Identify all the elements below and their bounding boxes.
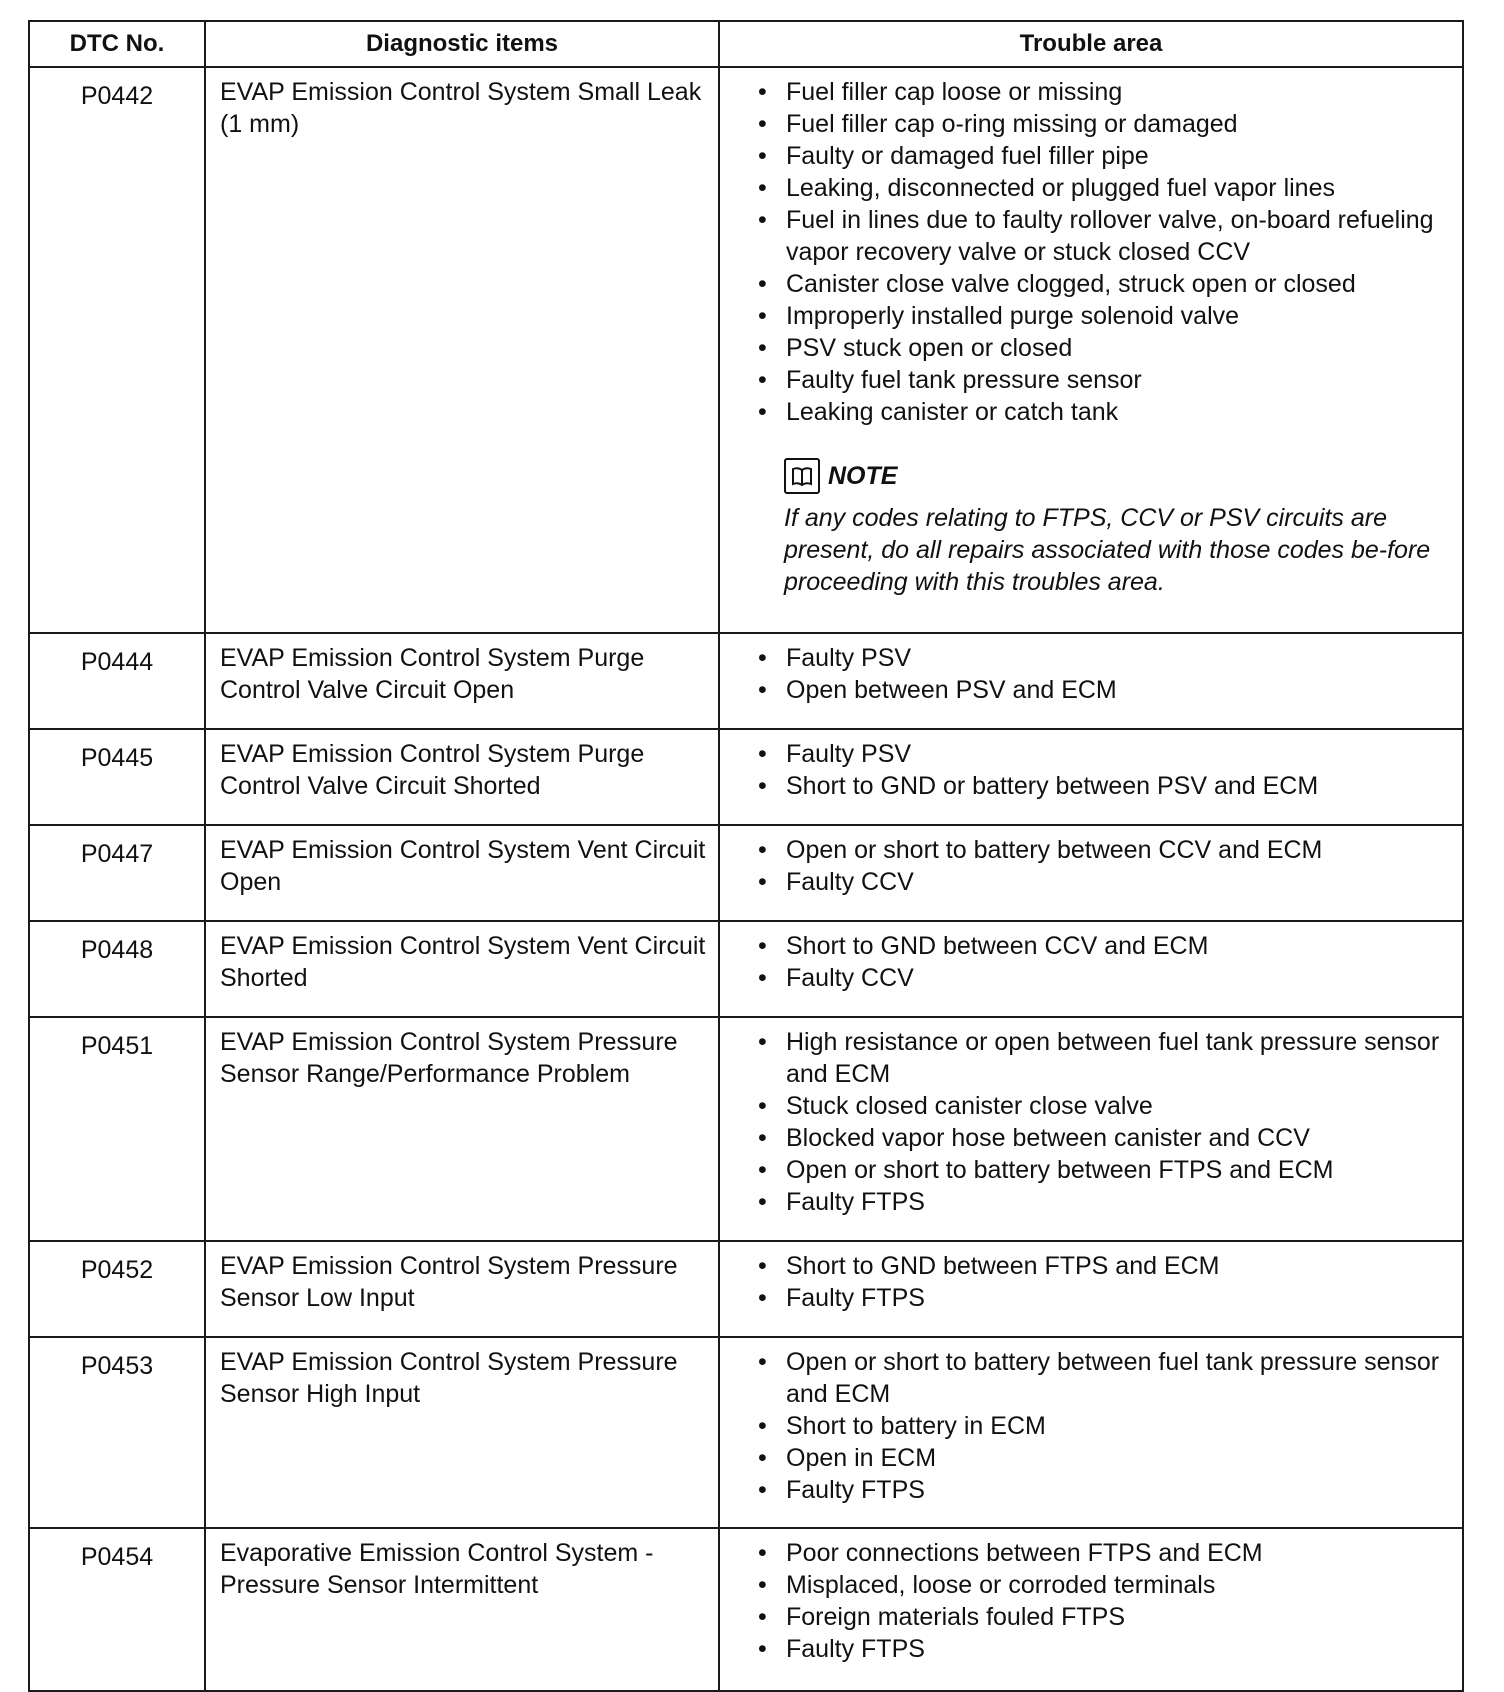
diagnostic-item: EVAP Emission Control System Pressure Sensor High Input	[205, 1337, 719, 1528]
diagnostic-item: EVAP Emission Control System Small Leak (1 mm)	[205, 67, 719, 633]
diagnostic-item: EVAP Emission Control System Pressure Sensor Range/Performance Problem	[205, 1017, 719, 1241]
table-row	[29, 1337, 1463, 1528]
dtc-code: P0448	[29, 921, 205, 1017]
trouble-item: • Faulty PSV	[758, 738, 1452, 770]
trouble-item: • Faulty CCV	[758, 962, 1452, 994]
trouble-item: • Fuel in lines due to faulty rollover valve, on-board refueling vapor recovery valve or stuck closed CCV	[758, 204, 1452, 268]
trouble-list	[758, 1250, 1452, 1314]
note-header	[784, 456, 1452, 496]
trouble-area	[719, 1337, 1463, 1528]
note-block	[758, 456, 1452, 598]
book-icon	[784, 458, 820, 494]
table-row	[29, 1241, 1463, 1337]
dtc-code: P0452	[29, 1241, 205, 1337]
trouble-area	[719, 1017, 1463, 1241]
table-row	[29, 67, 1463, 633]
trouble-list	[758, 76, 1452, 428]
table-row	[29, 825, 1463, 921]
trouble-item: • Short to battery in ECM	[758, 1410, 1452, 1442]
diagnostic-item: EVAP Emission Control System Pressure Sensor Low Input	[205, 1241, 719, 1337]
dtc-code: P0442	[29, 67, 205, 633]
trouble-item: • Blocked vapor hose between canister and CCV	[758, 1122, 1452, 1154]
trouble-item: • Canister close valve clogged, struck open or closed	[758, 268, 1452, 300]
dtc-code: P0453	[29, 1337, 205, 1528]
diagnostic-item: EVAP Emission Control System Vent Circuit Open	[205, 825, 719, 921]
trouble-list	[758, 1026, 1452, 1218]
trouble-item: • High resistance or open between fuel tank pressure sensor and ECM	[758, 1026, 1452, 1090]
note-text: If any codes relating to FTPS, CCV or PSV circuits are present, do all repairs associated with those codes be-fore proceeding with this troubles area.	[784, 504, 1431, 596]
trouble-area	[719, 825, 1463, 921]
diagnostic-item: EVAP Emission Control System Purge Control Valve Circuit Open	[205, 633, 719, 729]
dtc-code: P0444	[29, 633, 205, 729]
trouble-area	[719, 67, 1463, 633]
trouble-list	[758, 1346, 1452, 1506]
trouble-item: • Short to GND or battery between PSV and ECM	[758, 770, 1452, 802]
trouble-item: • Open between PSV and ECM	[758, 674, 1452, 706]
dtc-code: P0445	[29, 729, 205, 825]
trouble-item: • Open or short to battery between FTPS and ECM	[758, 1154, 1452, 1186]
trouble-item: • Faulty fuel tank pressure sensor	[758, 364, 1452, 396]
trouble-item: • Stuck closed canister close valve	[758, 1090, 1452, 1122]
trouble-item: • Faulty FTPS	[758, 1282, 1452, 1314]
note-label: NOTE	[828, 461, 898, 490]
table-row	[29, 633, 1463, 729]
dtc-code: P0454	[29, 1528, 205, 1691]
table-row	[29, 921, 1463, 1017]
trouble-list	[758, 738, 1452, 802]
trouble-item: • Fuel filler cap loose or missing	[758, 76, 1452, 108]
trouble-item: • Misplaced, loose or corroded terminals	[758, 1569, 1452, 1601]
trouble-list	[758, 834, 1452, 898]
trouble-area	[719, 729, 1463, 825]
dtc-table	[28, 20, 1464, 1692]
trouble-area	[719, 1241, 1463, 1337]
table-row	[29, 1017, 1463, 1241]
trouble-area	[719, 1528, 1463, 1691]
trouble-item: • Faulty or damaged fuel filler pipe	[758, 140, 1452, 172]
table-row	[29, 1528, 1463, 1691]
trouble-item: • Faulty CCV	[758, 866, 1452, 898]
trouble-item: • PSV stuck open or closed	[758, 332, 1452, 364]
trouble-list	[758, 1537, 1452, 1665]
trouble-item: • Open in ECM	[758, 1442, 1452, 1474]
diagnostic-item: EVAP Emission Control System Purge Control Valve Circuit Shorted	[205, 729, 719, 825]
trouble-item: • Fuel filler cap o-ring missing or damaged	[758, 108, 1452, 140]
trouble-item: • Leaking, disconnected or plugged fuel vapor lines	[758, 172, 1452, 204]
trouble-item: • Improperly installed purge solenoid valve	[758, 300, 1452, 332]
trouble-item: • Faulty PSV	[758, 642, 1452, 674]
trouble-item: • Foreign materials fouled FTPS	[758, 1601, 1452, 1633]
trouble-item: • Faulty FTPS	[758, 1633, 1452, 1665]
trouble-item: • Short to GND between FTPS and ECM	[758, 1250, 1452, 1282]
trouble-area	[719, 633, 1463, 729]
diagnostic-item: Evaporative Emission Control System - Pressure Sensor Intermittent	[205, 1528, 719, 1691]
table-row	[29, 729, 1463, 825]
header-dtc-no: DTC No.	[29, 21, 205, 67]
trouble-item: • Faulty FTPS	[758, 1474, 1452, 1506]
trouble-item: • Leaking canister or catch tank	[758, 396, 1452, 428]
header-diagnostic-items: Diagnostic items	[205, 21, 719, 67]
header-trouble-area: Trouble area	[719, 21, 1463, 67]
trouble-item: • Short to GND between CCV and ECM	[758, 930, 1452, 962]
trouble-area	[719, 921, 1463, 1017]
trouble-item: • Open or short to battery between CCV and ECM	[758, 834, 1452, 866]
trouble-list	[758, 642, 1452, 706]
diagnostic-item: EVAP Emission Control System Vent Circuit Shorted	[205, 921, 719, 1017]
trouble-item: • Open or short to battery between fuel tank pressure sensor and ECM	[758, 1346, 1452, 1410]
trouble-item: • Faulty FTPS	[758, 1186, 1452, 1218]
dtc-code: P0451	[29, 1017, 205, 1241]
dtc-code: P0447	[29, 825, 205, 921]
trouble-list	[758, 930, 1452, 994]
trouble-item: • Poor connections between FTPS and ECM	[758, 1537, 1452, 1569]
header-row	[29, 21, 1463, 67]
